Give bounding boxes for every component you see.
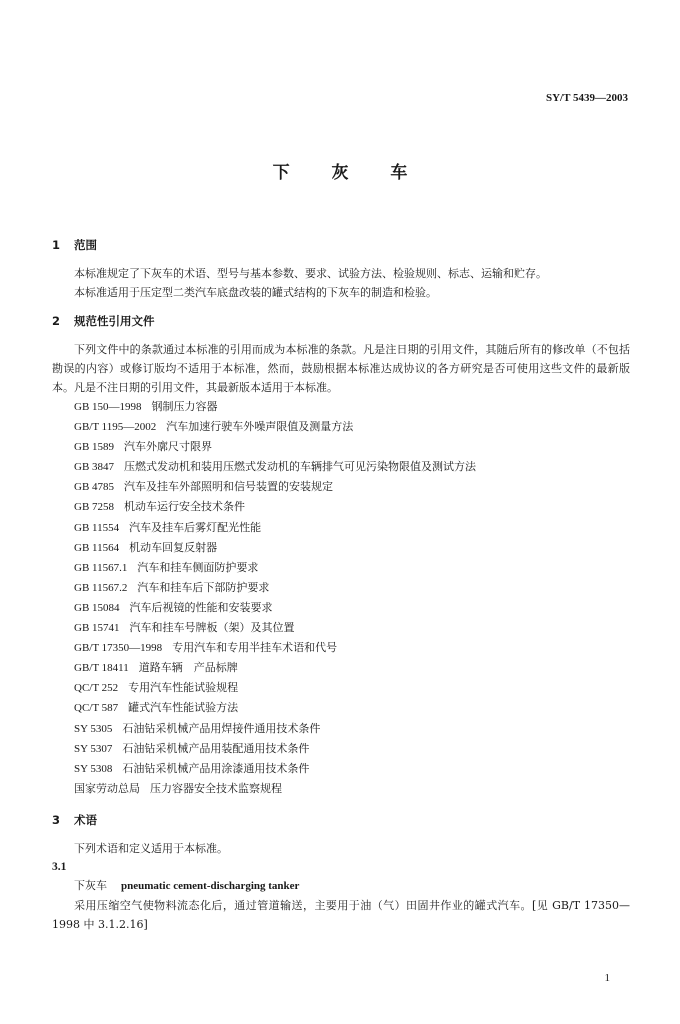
reference-item: QC/T 587 罐式汽车性能试验方法 (74, 701, 239, 715)
page-number: 1 (604, 972, 610, 984)
reference-item: GB 3847 压燃式发动机和装用压燃式发动机的车辆排气可见污染物限值及测试方法 (74, 460, 477, 474)
section-number: 3 (52, 812, 61, 827)
reference-item: GB 11564 机动车回复反射器 (74, 540, 218, 554)
reference-item: GB 11567.1 汽车和挂车侧面防护要求 (74, 560, 259, 574)
section-title: 规范性引用文件 (74, 314, 155, 328)
section-title: 范围 (74, 238, 97, 252)
term-definition: 采用压缩空气使物料流态化后，通过管道输送，主要用于油（气）田固井作业的罐式汽车。[见 GB/T 17350—1998 中 3.1.2.16] (52, 898, 630, 931)
subsection-number: 3.1 (52, 860, 67, 873)
term-english: pneumatic cement-discharging tanker (121, 879, 300, 892)
reference-item: GB/T 17350—1998 专用汽车和专用半挂车术语和代号 (74, 641, 338, 655)
paragraph: 下列术语和定义适用于本标准。 (74, 841, 228, 855)
reference-item: GB 15084 汽车后视镜的性能和安装要求 (74, 600, 273, 614)
paragraph: 下列文件中的条款通过本标准的引用而成为本标准的条款。凡是注日期的引用文件，其随后所有的修改单（不包括勘误的内容）或修订版均不适用于本标准，然而，鼓励根据本标准达成协议的各方研究是否可使用这些文件的最新版本。凡是不注日期的引用文件，其最新版本适用于本标准。 (52, 343, 630, 394)
page-title: 下 灰 车 (272, 163, 426, 183)
term-chinese: 下灰车 (74, 878, 107, 892)
section-heading (52, 236, 630, 254)
reference-item: GB 11567.2 汽车和挂车后下部防护要求 (74, 580, 270, 594)
reference-list (52, 397, 630, 799)
reference-item: GB 1589 汽车外廓尺寸限界 (74, 440, 213, 454)
standard-code: SY/T 5439—2003 (545, 92, 628, 104)
reference-item: GB/T 1195—2002 汽车加速行驶车外噪声限值及测量方法 (74, 420, 354, 434)
section-heading (52, 811, 630, 829)
reference-item: GB 15741 汽车和挂车号牌板（架）及其位置 (74, 621, 295, 635)
section-number: 2 (52, 314, 61, 328)
paragraph: 本标准规定了下灰车的术语、型号与基本参数、要求、试验方法、检验规则、标志、运输和贮存。 (74, 267, 547, 280)
reference-item: SY 5308 石油钻采机械产品用涂漆通用技术条件 (74, 761, 310, 775)
reference-item: SY 5307 石油钻采机械产品用装配通用技术条件 (74, 741, 310, 755)
reference-item: GB 7258 机动车运行安全技术条件 (74, 500, 246, 514)
reference-item: QC/T 252 专用汽车性能试验规程 (74, 681, 239, 695)
document-body (52, 236, 630, 934)
reference-item: GB 11554 汽车及挂车后雾灯配光性能 (74, 520, 262, 534)
reference-item: GB 150—1998 钢制压力容器 (74, 400, 218, 413)
section-heading (52, 312, 630, 330)
term-entry (52, 876, 630, 896)
section-title: 术语 (74, 812, 97, 827)
reference-item: SY 5305 石油钻采机械产品用焊接件通用技术条件 (74, 721, 321, 735)
paragraph: 本标准适用于压定型二类汽车底盘改装的罐式结构的下灰车的制造和检验。 (74, 286, 437, 299)
reference-item: 国家劳动总局 压力容器安全技术监察规程 (74, 781, 282, 795)
reference-item: GB 4785 汽车及挂车外部照明和信号装置的安装规定 (74, 480, 334, 494)
reference-item: GB/T 18411 道路车辆 产品标牌 (74, 661, 238, 675)
section-number: 1 (52, 238, 61, 252)
